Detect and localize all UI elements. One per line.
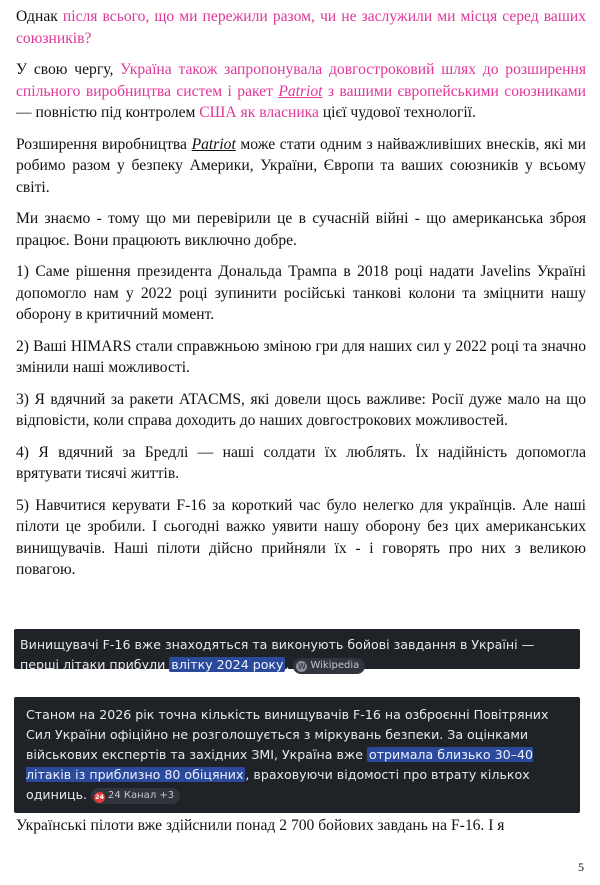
24-kanal-icon: 24: [94, 793, 105, 801]
highlight-1: влітку 2024 року: [171, 657, 284, 672]
source-chip-wikipedia[interactable]: W Wikipedia: [293, 658, 365, 674]
paragraph-9: 5) Навчитися керувати F-16 за короткий час було нелегко для українців. Але наші пілоти це зробили. І сьогодні важко уявити нашу оборону без цих американських винищувачів. Наші пілоти дійсно прийняли їх - і говорять про них з великою повагою.: [16, 496, 586, 578]
paragraph-5: 1) Саме рішення президента Дональда Трампа в 2018 році надати Javelins Україні допомогло нам у 2022 році зупинити російські танкові колони та зміцнити нашу оборону в критичний момент.: [16, 263, 586, 323]
continuation-text: Українські пілоти вже здійснили понад 2 700 бойових завдань на F-16. І я: [16, 817, 505, 834]
paragraph-4: Ми знаємо - тому що ми перевірили це в сучасній війні - що американська зброя працює. Вони працюють виключно добре.: [16, 210, 586, 249]
wikipedia-icon: W: [298, 662, 306, 671]
source-chip-24-kanal[interactable]: 24 24 Канал +3: [91, 788, 180, 804]
paragraph-7: 3) Я вдячний за ракети ATACMS, які довели щось важливе: Росії дуже мало на що відповісти, коли справа доходить до наших довгострокових можливостей.: [16, 390, 586, 429]
highlight-2: отримала близько 30–40 літаків із приблизно 80 обіцяних: [26, 747, 533, 782]
paragraph-8: 4) Я вдячний за Бредлі — наші солдати їх люблять. Їх надійність допомогла врятувати тисячі життів.: [16, 443, 586, 482]
document-body: [16, 6, 586, 591]
paragraph-2: У свою чергу, Україна також запропонувала довгостроковий шлях до розширення спільного виробництва систем і ракет Patriot з вашими європейськими союзниками — повністю під контролем США як власника цієї чудової технології.: [16, 61, 586, 121]
ai-answer-box-2: Станом на 2026 рік точна кількість винищувачів F-16 на озброєнні Повітряних Сил України офіційно не розголошується з міркувань безпеки. За оцінками військових експертів та західних ЗМІ, Україна вже отримала близько 30–40 літаків із приблизно 80 обіцяних , враховуючи відомості про втрату кількох одиниць. 24 24 Канал +3: [14, 697, 580, 813]
paragraph-1: Однак після всього, що ми пережили разом, чи не заслужили ми місця серед ваших союзників?: [16, 8, 586, 47]
page-number: 5: [578, 860, 584, 874]
ai-answer-box-1: Винищувачі F-16 вже знаходяться та виконують бойові завдання в Україні — перші літаки прибули влітку 2024 року . W Wikipedia: [14, 629, 580, 669]
paragraph-3: Розширення виробництва Patriot може стати одним з найважливіших внесків, які ми робимо разом у безпеку Америки, України, Європи та ваших союзників у всьому світі.: [16, 135, 586, 196]
paragraph-6: 2) Ваші HIMARS стали справжньою зміною гри для наших сил у 2022 році та значно змінили наші можливості.: [16, 337, 586, 376]
